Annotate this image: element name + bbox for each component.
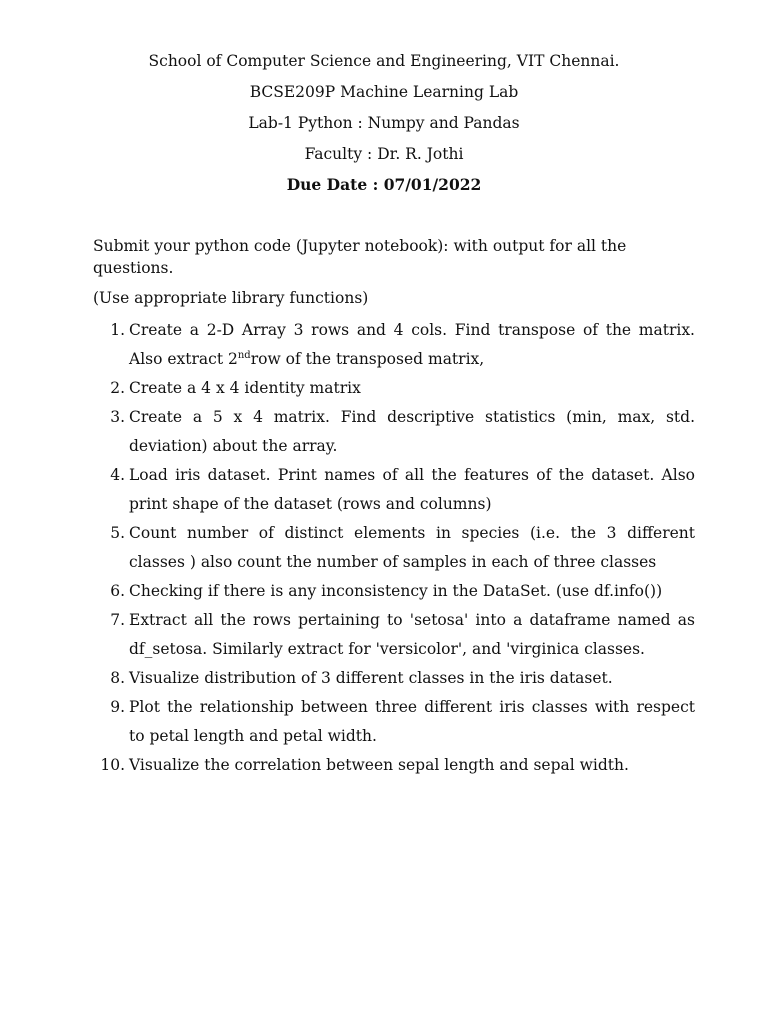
- question-number: 2.: [110, 379, 125, 397]
- question-number: 8.: [110, 669, 125, 687]
- question-number: 1.: [110, 321, 125, 339]
- question-text: Create a 5 x 4 matrix. Find descriptive statistics (min, max, std. deviation) about the array.: [129, 408, 695, 455]
- school-name: School of Computer Science and Engineering, VIT Chennai.: [148, 52, 620, 70]
- question-item-9: [93, 693, 695, 751]
- question-text-part: Create a 2-D Array 3 rows and 4 cols. Find transpose of the matrix. Also extract 2: [129, 321, 695, 368]
- ordinal-superscript: nd: [237, 349, 251, 361]
- question-item-6: [93, 577, 695, 606]
- lab-title: Lab-1 Python : Numpy and Pandas: [248, 114, 520, 132]
- question-text: Count number of distinct elements in species (i.e. the 3 different classes ) also count the number of samples in each of three classes: [129, 524, 695, 571]
- question-text: Load iris dataset. Print names of all the features of the dataset. Also print shape of the dataset (rows and columns): [129, 466, 695, 513]
- question-item-4: [93, 461, 695, 519]
- question-number: 5.: [110, 524, 125, 542]
- question-number: 9.: [110, 698, 125, 716]
- question-item-7: [93, 606, 695, 664]
- question-item-10: [93, 751, 695, 780]
- question-text: Visualize distribution of 3 different classes in the iris dataset.: [129, 669, 613, 687]
- question-item-3: [93, 403, 695, 461]
- library-note: (Use appropriate library functions): [93, 289, 369, 307]
- question-item-8: [93, 664, 695, 693]
- question-item-1: [93, 316, 695, 374]
- question-list: [93, 316, 695, 780]
- submit-instruction: Submit your python code (Jupyter notebook): with output for all the questions.: [93, 237, 627, 277]
- question-number: 7.: [110, 611, 125, 629]
- faculty-name: Faculty : Dr. R. Jothi: [304, 145, 464, 163]
- question-text: Visualize the correlation between sepal length and sepal width.: [129, 756, 629, 774]
- question-number: 4.: [110, 466, 125, 484]
- question-text: Create a 4 x 4 identity matrix: [129, 379, 361, 397]
- due-date: Due Date : 07/01/2022: [286, 175, 482, 194]
- question-number: 10.: [100, 756, 125, 774]
- question-text: Plot the relationship between three different iris classes with respect to petal length and petal width.: [129, 698, 695, 745]
- course-title: BCSE209P Machine Learning Lab: [249, 83, 519, 101]
- question-item-5: [93, 519, 695, 577]
- question-number: 3.: [110, 408, 125, 426]
- question-number: 6.: [110, 582, 125, 600]
- question-text: Extract all the rows pertaining to 'setosa' into a dataframe named as df_setosa. Similarly extract for 'versicolor', and 'virginica classes.: [129, 611, 695, 658]
- question-text: Checking if there is any inconsistency in the DataSet. (use df.info()): [129, 582, 663, 600]
- question-item-2: [93, 374, 695, 403]
- question-text: [129, 321, 695, 368]
- question-text-part: row of the transposed matrix,: [250, 350, 485, 368]
